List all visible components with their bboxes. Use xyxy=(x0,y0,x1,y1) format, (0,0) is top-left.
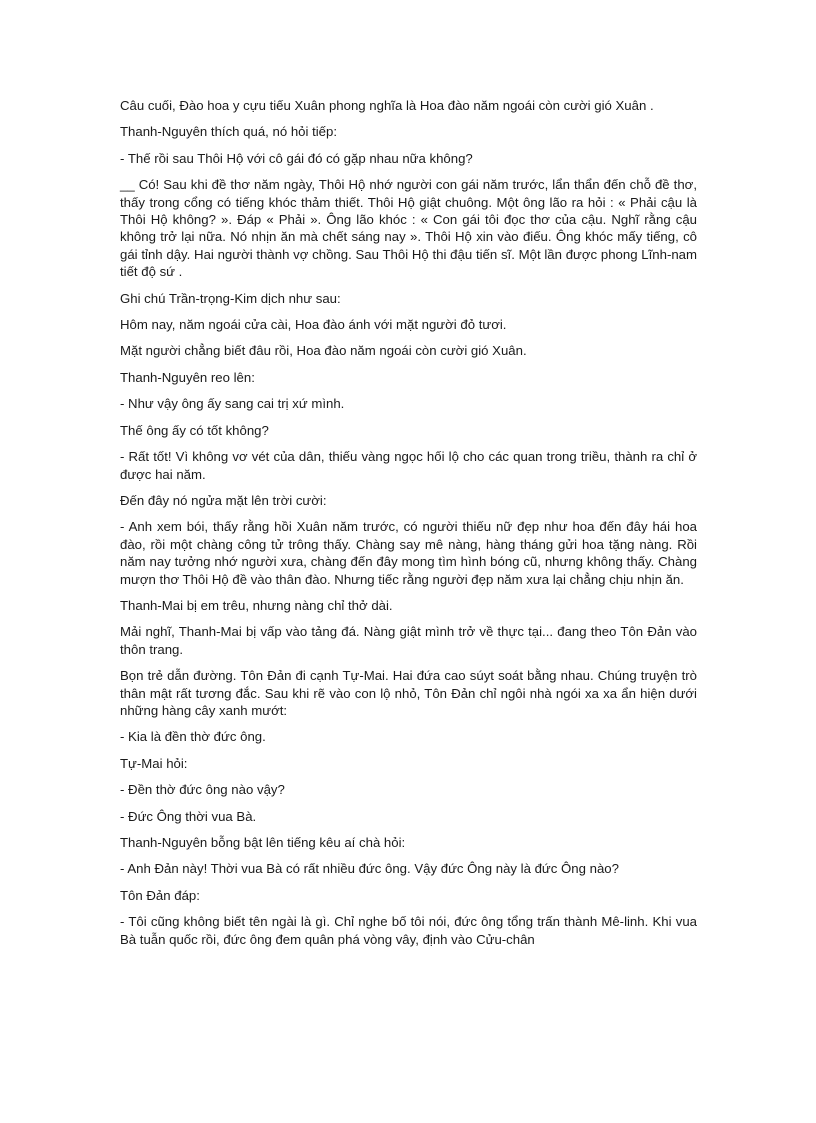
paragraph: - Anh Đản này! Thời vua Bà có rất nhiều đức ông. Vậy đức Ông này là đức Ông nào? xyxy=(120,861,619,877)
paragraph: - Anh xem bói, thấy rằng hồi Xuân năm trước, có người thiếu nữ đẹp như hoa đến đây hái hoa đào, rồi một chàng công tử trông thấy. Chàng say mê nàng, hàng tháng gửi hoa tặng nàng. Rồi năm nay tưởng nhớ người xưa, chàng đến đây mong tìm hình bóng cũ, nhưng không thấy. Chàng mượn thơ Thôi Hộ đề vào thân đào. Nhưng tiếc rằng người đẹp năm xưa lại chẳng chịu nhịn ăn. xyxy=(120,519,697,587)
paragraph: Tự-Mai hỏi: xyxy=(120,755,188,771)
paragraph: Thế ông ấy có tốt không? xyxy=(120,422,269,438)
paragraph: Thanh-Nguyên thích quá, nó hỏi tiếp: xyxy=(120,124,338,140)
paragraph: - Thế rồi sau Thôi Hộ với cô gái đó có gặp nhau nữa không? xyxy=(120,150,473,166)
document-page xyxy=(120,97,697,957)
paragraph: Ghi chú Trần-trọng-Kim dịch như sau: xyxy=(120,290,341,306)
paragraph: - Kia là đền thờ đức ông. xyxy=(120,729,266,745)
paragraph: Đến đây nó ngửa mặt lên trời cười: xyxy=(120,492,327,508)
paragraph: Mặt người chẳng biết đâu rồi, Hoa đào năm ngoái còn cười gió Xuân. xyxy=(120,343,527,359)
paragraph: Câu cuối, Đào hoa y cựu tiếu Xuân phong nghĩa là Hoa đào năm ngoái còn cười gió Xuân . xyxy=(120,98,654,113)
paragraph: Thanh-Nguyên bỗng bật lên tiếng kêu aí chà hỏi: xyxy=(120,835,406,850)
paragraph: - Đức Ông thời vua Bà. xyxy=(120,808,257,824)
paragraph: Tôn Đản đáp: xyxy=(120,887,200,903)
paragraph: Thanh-Nguyên reo lên: xyxy=(120,369,255,385)
paragraph: - Rất tốt! Vì không vơ vét của dân, thiếu vàng ngọc hối lộ cho các quan trong triều, thành ra chỉ ở được hai năm. xyxy=(120,449,697,482)
paragraph: Hôm nay, năm ngoái cửa cài, Hoa đào ánh với mặt người đỏ tươi. xyxy=(120,317,507,333)
paragraph: Thanh-Mai bị em trêu, nhưng nàng chỉ thở dài. xyxy=(120,597,393,613)
paragraph: Bọn trẻ dẫn đường. Tôn Đản đi cạnh Tự-Mai. Hai đứa cao súyt soát bằng nhau. Chúng truyện trò thân mật rất tương đắc. Sau khi rẽ vào con lộ nhỏ, Tôn Đản chỉ ngôi nhà ngói xa xa ẩn hiện dưới những hàng cây xanh mướt: xyxy=(120,668,697,718)
paragraph: __ Có! Sau khi đề thơ năm ngày, Thôi Hộ nhớ người con gái năm trước, lẩn thẩn đến chỗ đề thơ, thấy trong cổng có tiếng khóc thảm thiết. Thôi Hộ giật chuông. Một ông lão ra hỏi : « Phải cậu là Thôi Hộ không? ». Đáp « Phải ». Ông lão khóc : « Con gái tôi đọc thơ của cậu. Nghĩ rằng cậu không trở lại nữa. Nó nhịn ăn mà chết sáng nay ». Thôi Hộ xin vào điếu. Ông khóc mấy tiếng, cô gái tỉnh dậy. Hai người thành vợ chồng. Sau Thôi Hộ thi đậu tiến sĩ. Một lần được phong Lĩnh-nam tiết độ sứ . xyxy=(120,177,697,280)
paragraph: - Đền thờ đức ông nào vậy? xyxy=(120,782,285,798)
paragraph: - Như vậy ông ấy sang cai trị xứ mình. xyxy=(120,396,345,412)
paragraph: Mải nghĩ, Thanh-Mai bị vấp vào tảng đá. Nàng giật mình trở về thực tại... đang theo Tôn Đản vào thôn trang. xyxy=(120,624,697,657)
paragraph: - Tôi cũng không biết tên ngài là gì. Chỉ nghe bố tôi nói, đức ông tổng trấn thành Mê-linh. Khi vua Bà tuẫn quốc rồi, đức ông đem quân phá vòng vây, định vào Cửu-chân xyxy=(120,914,697,947)
